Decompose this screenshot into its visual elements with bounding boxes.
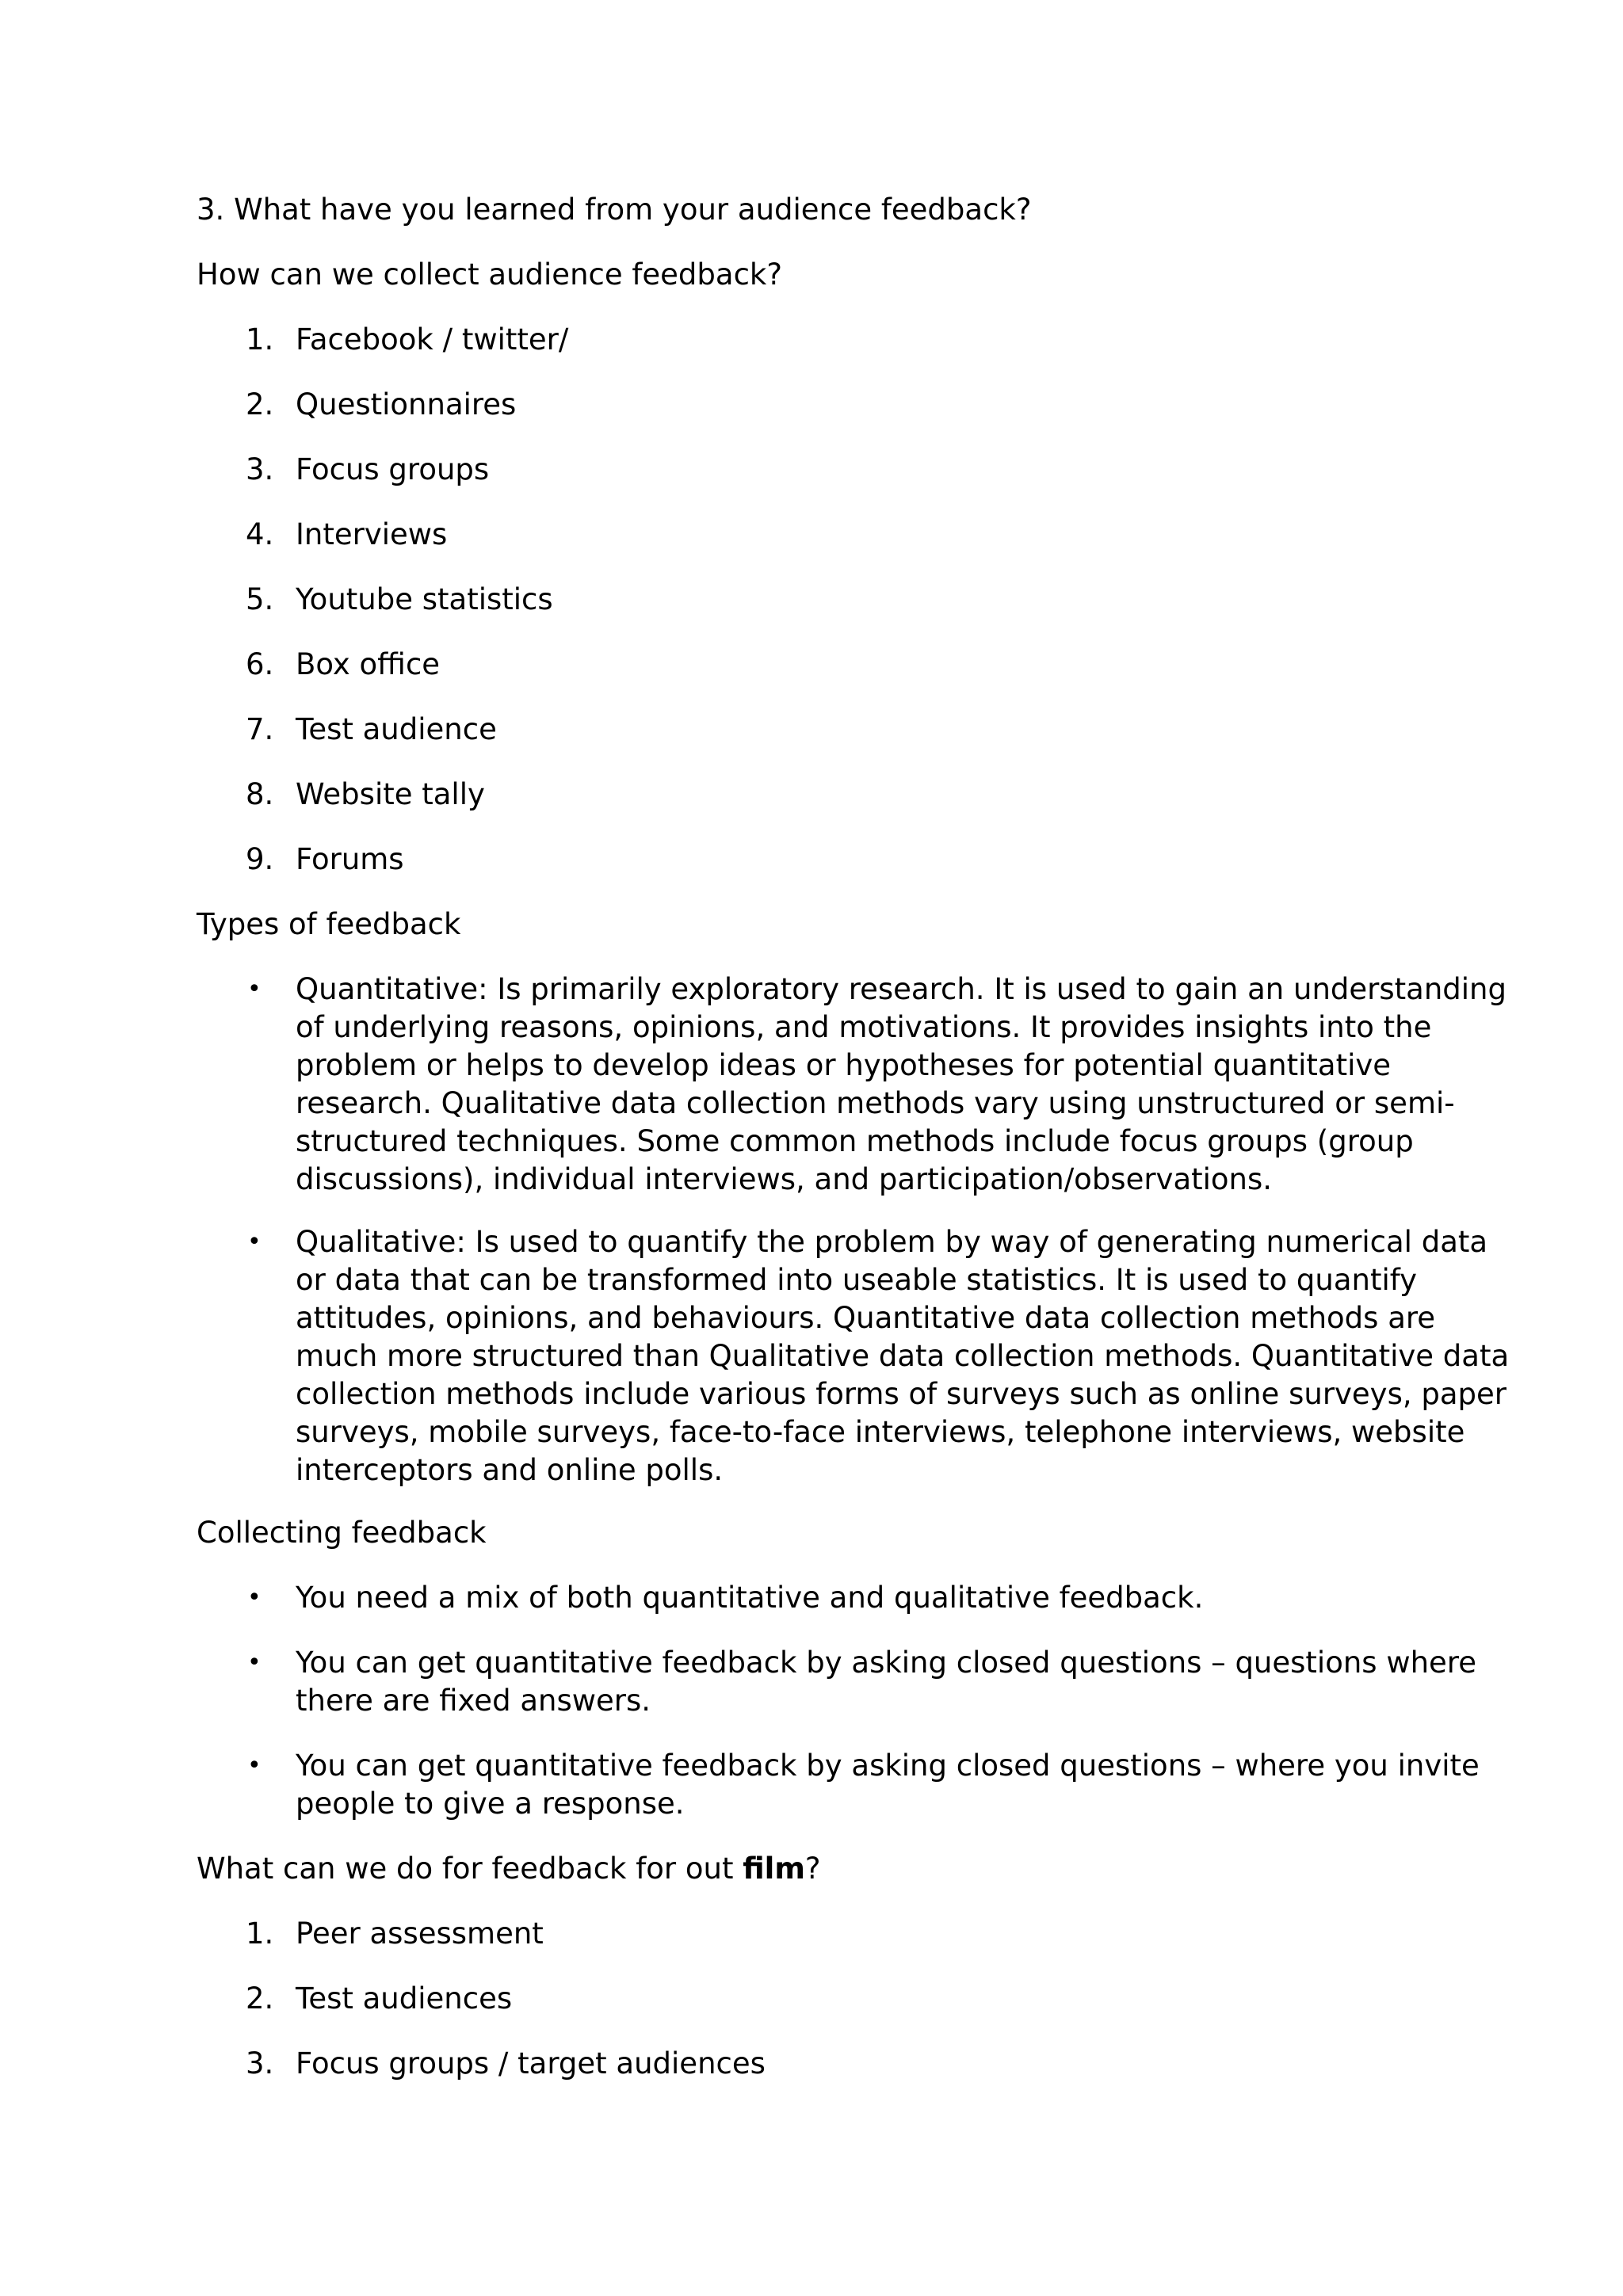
bullet-item-text [296, 1223, 1510, 1489]
list-item-text: Questionnaires [296, 387, 517, 421]
film-heading-end: ? [804, 1852, 821, 1886]
text-line: interceptors and online polls. [296, 1453, 724, 1487]
text-line: You need a mix of both quantitative and qualitative feedback. [296, 1581, 1204, 1615]
bullet-icon: • [247, 1228, 262, 1256]
bullet-icon: • [247, 1584, 262, 1611]
text-line: there are fixed answers. [296, 1684, 651, 1718]
list-item-text: Focus groups [296, 452, 490, 486]
list-number: 7. [246, 712, 274, 746]
text-line: discussions), individual interviews, and participation/observations. [296, 1162, 1273, 1196]
list-item-text: Interviews [296, 517, 448, 551]
list-item-text: Focus groups / target audiences [296, 2046, 766, 2081]
list-number: 2. [246, 387, 274, 421]
list-item-text: Box office [296, 647, 441, 681]
list-number: 2. [246, 1981, 274, 2016]
text-line: problem or helps to develop ideas or hypotheses for potential quantitative [296, 1048, 1392, 1082]
list-number: 8. [246, 777, 274, 811]
list-number: 1. [246, 1917, 274, 1951]
list-item-text: Peer assessment [296, 1917, 544, 1951]
bullet-item-text [296, 971, 1507, 1199]
text-line: structured techniques. Some common methods include focus groups (group [296, 1124, 1414, 1158]
text-line: research. Qualitative data collection methods vary using unstructured or semi- [296, 1086, 1455, 1120]
question-heading: 3. What have you learned from your audience feedback? [197, 193, 1032, 227]
list-item-text: Forums [296, 842, 404, 876]
list-item-text: Test audiences [296, 1981, 513, 2016]
text-line: Quantitative: Is primarily exploratory research. It is used to gain an understanding [296, 972, 1507, 1006]
film-heading [197, 1850, 821, 1888]
list-number: 4. [246, 517, 274, 551]
text-line: much more structured than Qualitative data collection methods. Quantitative data [296, 1339, 1510, 1373]
list-item-text: Facebook / twitter/ [296, 322, 569, 357]
bullet-item-text [296, 1747, 1480, 1823]
list-number: 1. [246, 322, 274, 357]
text-line: surveys, mobile surveys, face-to-face interviews, telephone interviews, website [296, 1415, 1465, 1449]
list-item-text: Youtube statistics [296, 582, 553, 616]
text-line: You can get quantitative feedback by asking closed questions – where you invite [296, 1749, 1480, 1783]
bullet-icon: • [247, 1752, 262, 1779]
list-number: 3. [246, 452, 274, 486]
list-number: 5. [246, 582, 274, 616]
collecting-heading: Collecting feedback [197, 1516, 487, 1550]
bullet-icon: • [247, 975, 262, 1003]
text-line: You can get quantitative feedback by asking closed questions – questions where [296, 1646, 1476, 1680]
text-line: of underlying reasons, opinions, and motivations. It provides insights into the [296, 1010, 1432, 1044]
list-item-text: Website tally [296, 777, 485, 811]
text-line: collection methods include various forms of surveys such as online surveys, paper [296, 1377, 1507, 1411]
list-number: 9. [246, 842, 274, 876]
bullet-item-text [296, 1579, 1437, 1617]
bullet-icon: • [247, 1649, 262, 1676]
list-number: 3. [246, 2046, 274, 2081]
list-number: 6. [246, 647, 274, 681]
list-item-text: Test audience [296, 712, 497, 746]
types-heading: Types of feedback [197, 907, 461, 941]
collect-heading: How can we collect audience feedback? [197, 257, 782, 292]
text-line: people to give a response. [296, 1787, 685, 1821]
text-line: or data that can be transformed into useable statistics. It is used to quantify [296, 1263, 1418, 1297]
film-heading-bold: film [743, 1852, 805, 1886]
text-line: attitudes, opinions, and behaviours. Quantitative data collection methods are [296, 1301, 1436, 1335]
film-heading-text: What can we do for feedback for out [197, 1852, 743, 1886]
bullet-item-text [296, 1644, 1476, 1720]
text-line: Qualitative: Is used to quantify the problem by way of generating numerical data [296, 1225, 1488, 1259]
